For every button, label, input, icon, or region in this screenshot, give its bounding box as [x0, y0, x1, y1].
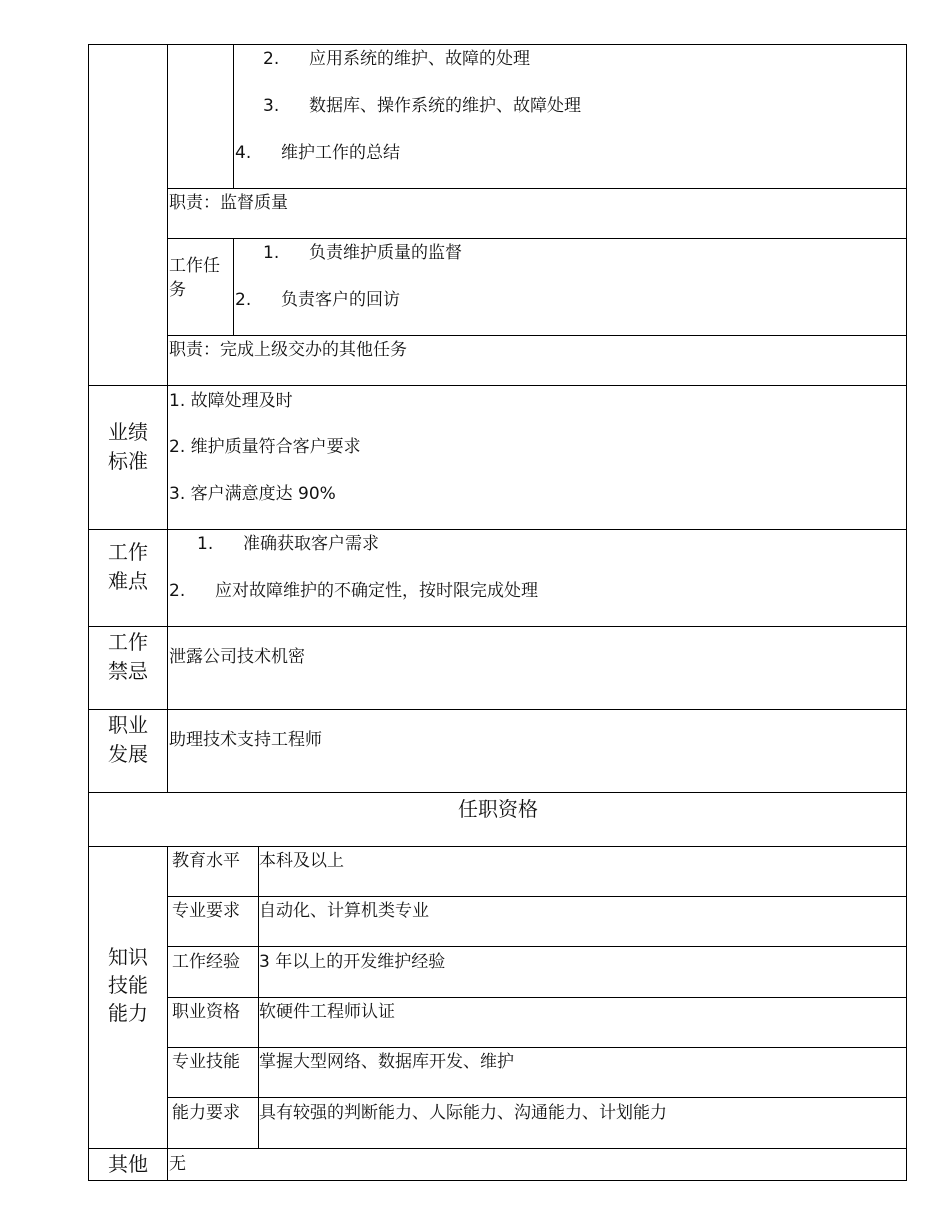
row-line	[88, 385, 907, 386]
row-line	[88, 529, 907, 530]
other-text: 无	[169, 1154, 186, 1174]
row-line	[167, 238, 907, 239]
qualification-value: 软硬件工程师认证	[259, 1002, 395, 1022]
qualification-key: 教育水平	[172, 851, 240, 871]
task-item: 1. 负责维护质量的监督	[263, 243, 462, 263]
qualification-key: 工作经验	[172, 952, 240, 972]
task-item: 2. 应用系统的维护、故障的处理	[263, 49, 530, 69]
qualification-value: 掌握大型网络、数据库开发、维护	[259, 1052, 514, 1072]
row-line	[88, 1148, 907, 1149]
performance-item: 3. 客户满意度达 90%	[169, 484, 336, 504]
task-column-divider-2	[233, 238, 234, 336]
performance-label: 业绩标准	[108, 420, 148, 473]
row-line	[167, 946, 907, 947]
taboo-text: 泄露公司技术机密	[169, 647, 305, 667]
duty-title: 职责：监督质量	[169, 193, 288, 213]
task-item: 2. 负责客户的回访	[235, 290, 400, 310]
table-bottom-border	[88, 1180, 907, 1181]
qualification-key: 能力要求	[172, 1103, 240, 1123]
task-column-divider-1	[233, 44, 234, 189]
row-line	[88, 626, 907, 627]
table-right-border	[906, 44, 907, 1181]
qualification-value: 具有较强的判断能力、人际能力、沟通能力、计划能力	[259, 1103, 667, 1123]
task-item: 4. 维护工作的总结	[235, 143, 400, 163]
row-line	[88, 792, 907, 793]
row-line	[167, 997, 907, 998]
label-column-divider-top	[167, 44, 168, 793]
taboo-label: 工作禁忌	[108, 630, 148, 683]
other-label: 其他	[108, 1152, 148, 1176]
qualification-value: 3 年以上的开发维护经验	[259, 952, 446, 972]
difficulty-item: 2. 应对故障维护的不确定性，按时限完成处理	[169, 581, 538, 601]
qualification-value: 本科及以上	[259, 851, 344, 871]
row-line	[88, 846, 907, 847]
table-top-border	[88, 44, 907, 45]
career-text: 助理技术支持工程师	[169, 730, 322, 750]
performance-item: 1. 故障处理及时	[169, 391, 293, 411]
career-label: 职业发展	[108, 713, 148, 766]
difficulty-item: 1. 准确获取客户需求	[197, 534, 379, 554]
task-label: 工作任务	[169, 256, 220, 300]
row-line	[167, 896, 907, 897]
task-item: 3. 数据库、操作系统的维护、故障处理	[263, 96, 581, 116]
row-line	[167, 1047, 907, 1048]
performance-item: 2. 维护质量符合客户要求	[169, 437, 361, 457]
row-line	[88, 709, 907, 710]
qualification-value: 自动化、计算机类专业	[259, 901, 429, 921]
qualifications-label: 知识技能能力	[108, 945, 148, 1025]
duty-title: 职责：完成上级交办的其他任务	[169, 340, 407, 360]
row-line	[167, 188, 907, 189]
qualification-key: 专业技能	[172, 1052, 240, 1072]
qualification-key: 专业要求	[172, 901, 240, 921]
qualifications-heading: 任职资格	[458, 797, 538, 821]
row-line	[167, 335, 907, 336]
difficulties-label: 工作难点	[108, 540, 148, 593]
row-line	[167, 1097, 907, 1098]
qualification-key: 职业资格	[172, 1002, 240, 1022]
